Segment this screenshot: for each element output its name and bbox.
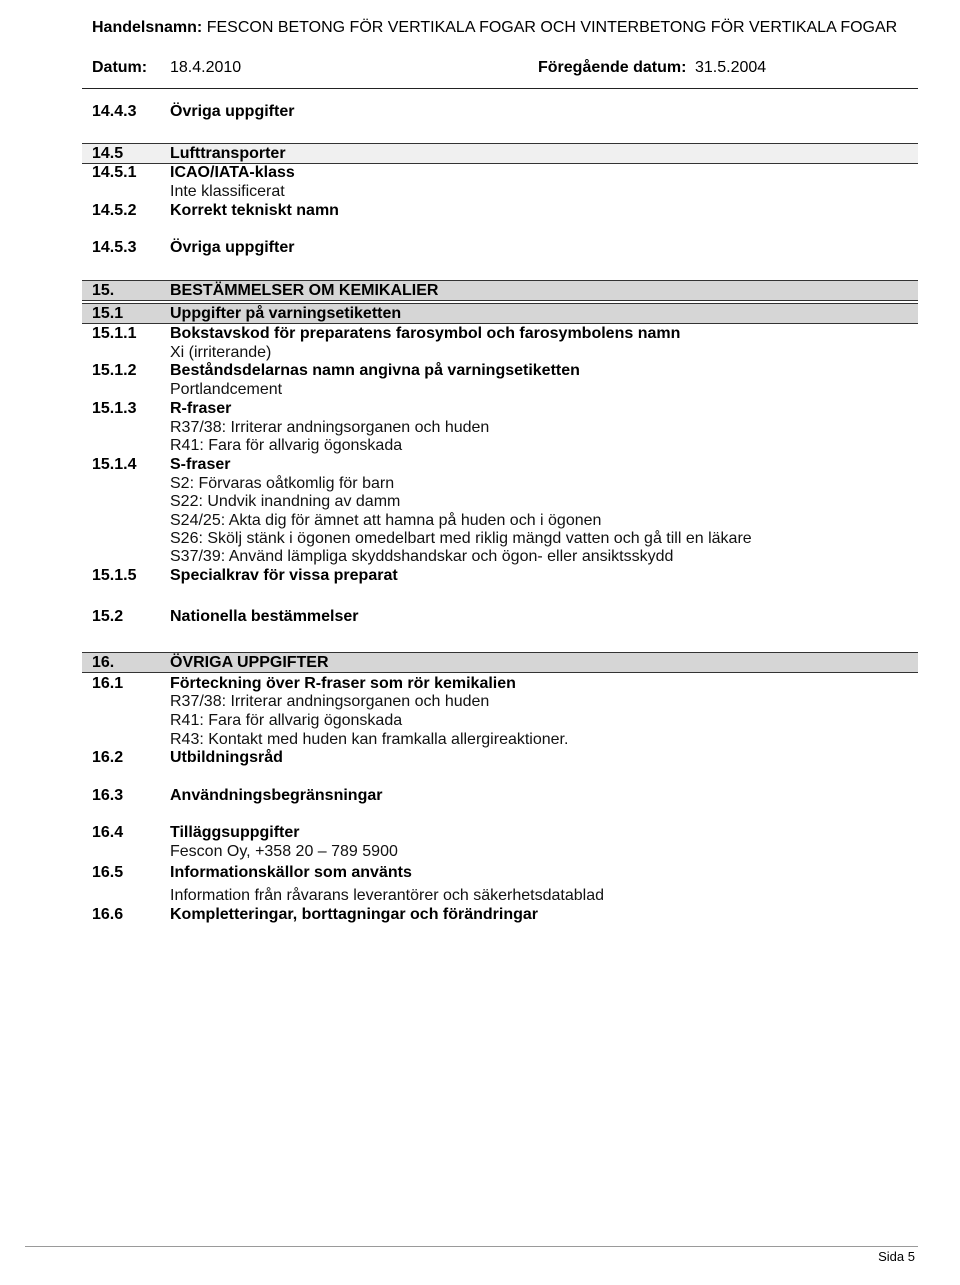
trade-name-label: Handelsnamn: [92,19,203,36]
section-title: Informationskällor som använts [170,864,412,881]
section-number: 16.2 [92,749,124,766]
section-text-value: R41: Fara för allvarig ögonskada [170,437,403,454]
section-heading-16-1 [0,675,960,693]
section-title: Kompletteringar, borttagningar och förändringar [170,906,539,923]
section-bar-16 [82,652,918,673]
section-heading-16-5 [0,864,960,882]
section-bar-15-1 [82,303,918,324]
section-heading-15-1-5 [0,567,960,585]
section-title: ICAO/IATA-klass [170,164,295,181]
section-bar-14-5 [82,143,918,164]
section-text [0,437,960,455]
section-text-value: R37/38: Irriterar andningsorganen och huden [170,693,490,710]
section-number: 16.4 [92,824,124,841]
section-heading-15-1-2 [0,362,960,380]
section-text-value: R43: Kontakt med huden kan framkalla allergireaktioner. [170,731,569,748]
page-number: Sida 5 [878,1249,915,1264]
section-title: Beståndsdelarnas namn angivna på varningsetiketten [170,362,580,379]
section-number: 15.1.5 [92,567,137,584]
section-title: Utbildningsråd [170,749,283,766]
section-text-value: S37/39: Använd lämpliga skyddshandskar och ögon- eller ansiktsskydd [170,548,674,565]
section-heading-14-4-3 [0,103,960,121]
section-number: 15.1.3 [92,400,137,417]
section-heading-16-2 [0,749,960,767]
section-text [0,731,960,749]
section-text [0,344,960,362]
section-number: 16. [92,654,115,671]
section-title: Övriga uppgifter [170,103,295,120]
section-number: 14.5 [92,145,124,162]
section-title: Användningsbegränsningar [170,787,383,804]
section-heading-16-3 [0,787,960,805]
section-title: Nationella bestämmelser [170,608,359,625]
header-divider [82,88,918,89]
previous-date-value: 31.5.2004 [695,59,767,76]
section-title: R-fraser [170,400,232,417]
section-text [0,419,960,437]
section-text-value: Fescon Oy, +358 20 – 789 5900 [170,843,398,860]
section-heading-15-2 [0,608,960,626]
section-number: 16.6 [92,906,124,923]
section-text-value: S24/25: Akta dig för ämnet att hamna på huden och i ögonen [170,512,602,529]
section-text-value: Portlandcement [170,381,283,398]
section-number: 15.1.1 [92,325,137,342]
section-text [0,843,960,861]
section-heading-14-5-3 [0,239,960,257]
section-number: 16.1 [92,675,124,692]
section-title: BESTÄMMELSER OM KEMIKALIER [170,282,439,299]
section-number: 15. [92,282,115,299]
section-title: Bokstavskod för preparatens farosymbol och farosymbolens namn [170,325,681,342]
previous-date-label: Föregående datum: [538,59,687,76]
section-text [0,887,960,905]
section-text-value: S26: Skölj stänk i ögonen omedelbart med riklig mängd vatten och gå till en läkare [170,530,752,547]
section-heading-15-1-4 [0,456,960,474]
section-number: 14.5.2 [92,202,137,219]
section-heading-14-5-2 [0,202,960,220]
section-title: Förteckning över R-fraser som rör kemikalien [170,675,516,692]
section-text [0,712,960,730]
section-bar-15 [82,280,918,301]
section-title: Övriga uppgifter [170,239,295,256]
section-text [0,530,960,548]
section-heading-15-1-1 [0,325,960,343]
section-number: 15.1 [92,305,124,322]
section-title: Tilläggsuppgifter [170,824,300,841]
section-number: 14.5.3 [92,239,137,256]
section-title: Lufttransporter [170,145,286,162]
section-text-value: Xi (irriterande) [170,344,272,361]
date-label: Datum: [92,59,148,76]
section-text-value: S22: Undvik inandning av damm [170,493,401,510]
footer-divider [25,1246,918,1247]
section-number: 15.1.2 [92,362,137,379]
section-text-value: R37/38: Irriterar andningsorganen och huden [170,419,490,436]
date-value: 18.4.2010 [170,59,242,76]
section-text-value: R41: Fara för allvarig ögonskada [170,712,403,729]
section-title: Korrekt tekniskt namn [170,202,339,219]
section-text-value: S2: Förvaras oåtkomlig för barn [170,475,395,492]
section-text [0,493,960,511]
section-heading-14-5-1 [0,164,960,182]
section-number: 15.1.4 [92,456,137,473]
section-text [0,183,960,201]
section-title: Specialkrav för vissa preparat [170,567,398,584]
trade-name-line [92,19,897,37]
section-title: ÖVRIGA UPPGIFTER [170,654,329,671]
section-title: S-fraser [170,456,231,473]
section-heading-16-6 [0,906,960,924]
section-heading-15-1-3 [0,400,960,418]
section-number: 14.5.1 [92,164,137,181]
section-text [0,693,960,711]
section-text [0,475,960,493]
section-text-value: Inte klassificerat [170,183,285,200]
section-number: 14.4.3 [92,103,137,120]
section-title: Uppgifter på varningsetiketten [170,305,402,322]
section-text [0,548,960,566]
section-text-value: Information från råvarans leverantörer och säkerhetsdatablad [170,887,605,904]
section-text [0,512,960,530]
section-number: 16.5 [92,864,124,881]
section-heading-16-4 [0,824,960,842]
section-text [0,381,960,399]
section-number: 15.2 [92,608,124,625]
trade-name: FESCON BETONG FÖR VERTIKALA FOGAR OCH VINTERBETONG FÖR VERTIKALA FOGAR [206,19,898,36]
section-number: 16.3 [92,787,124,804]
